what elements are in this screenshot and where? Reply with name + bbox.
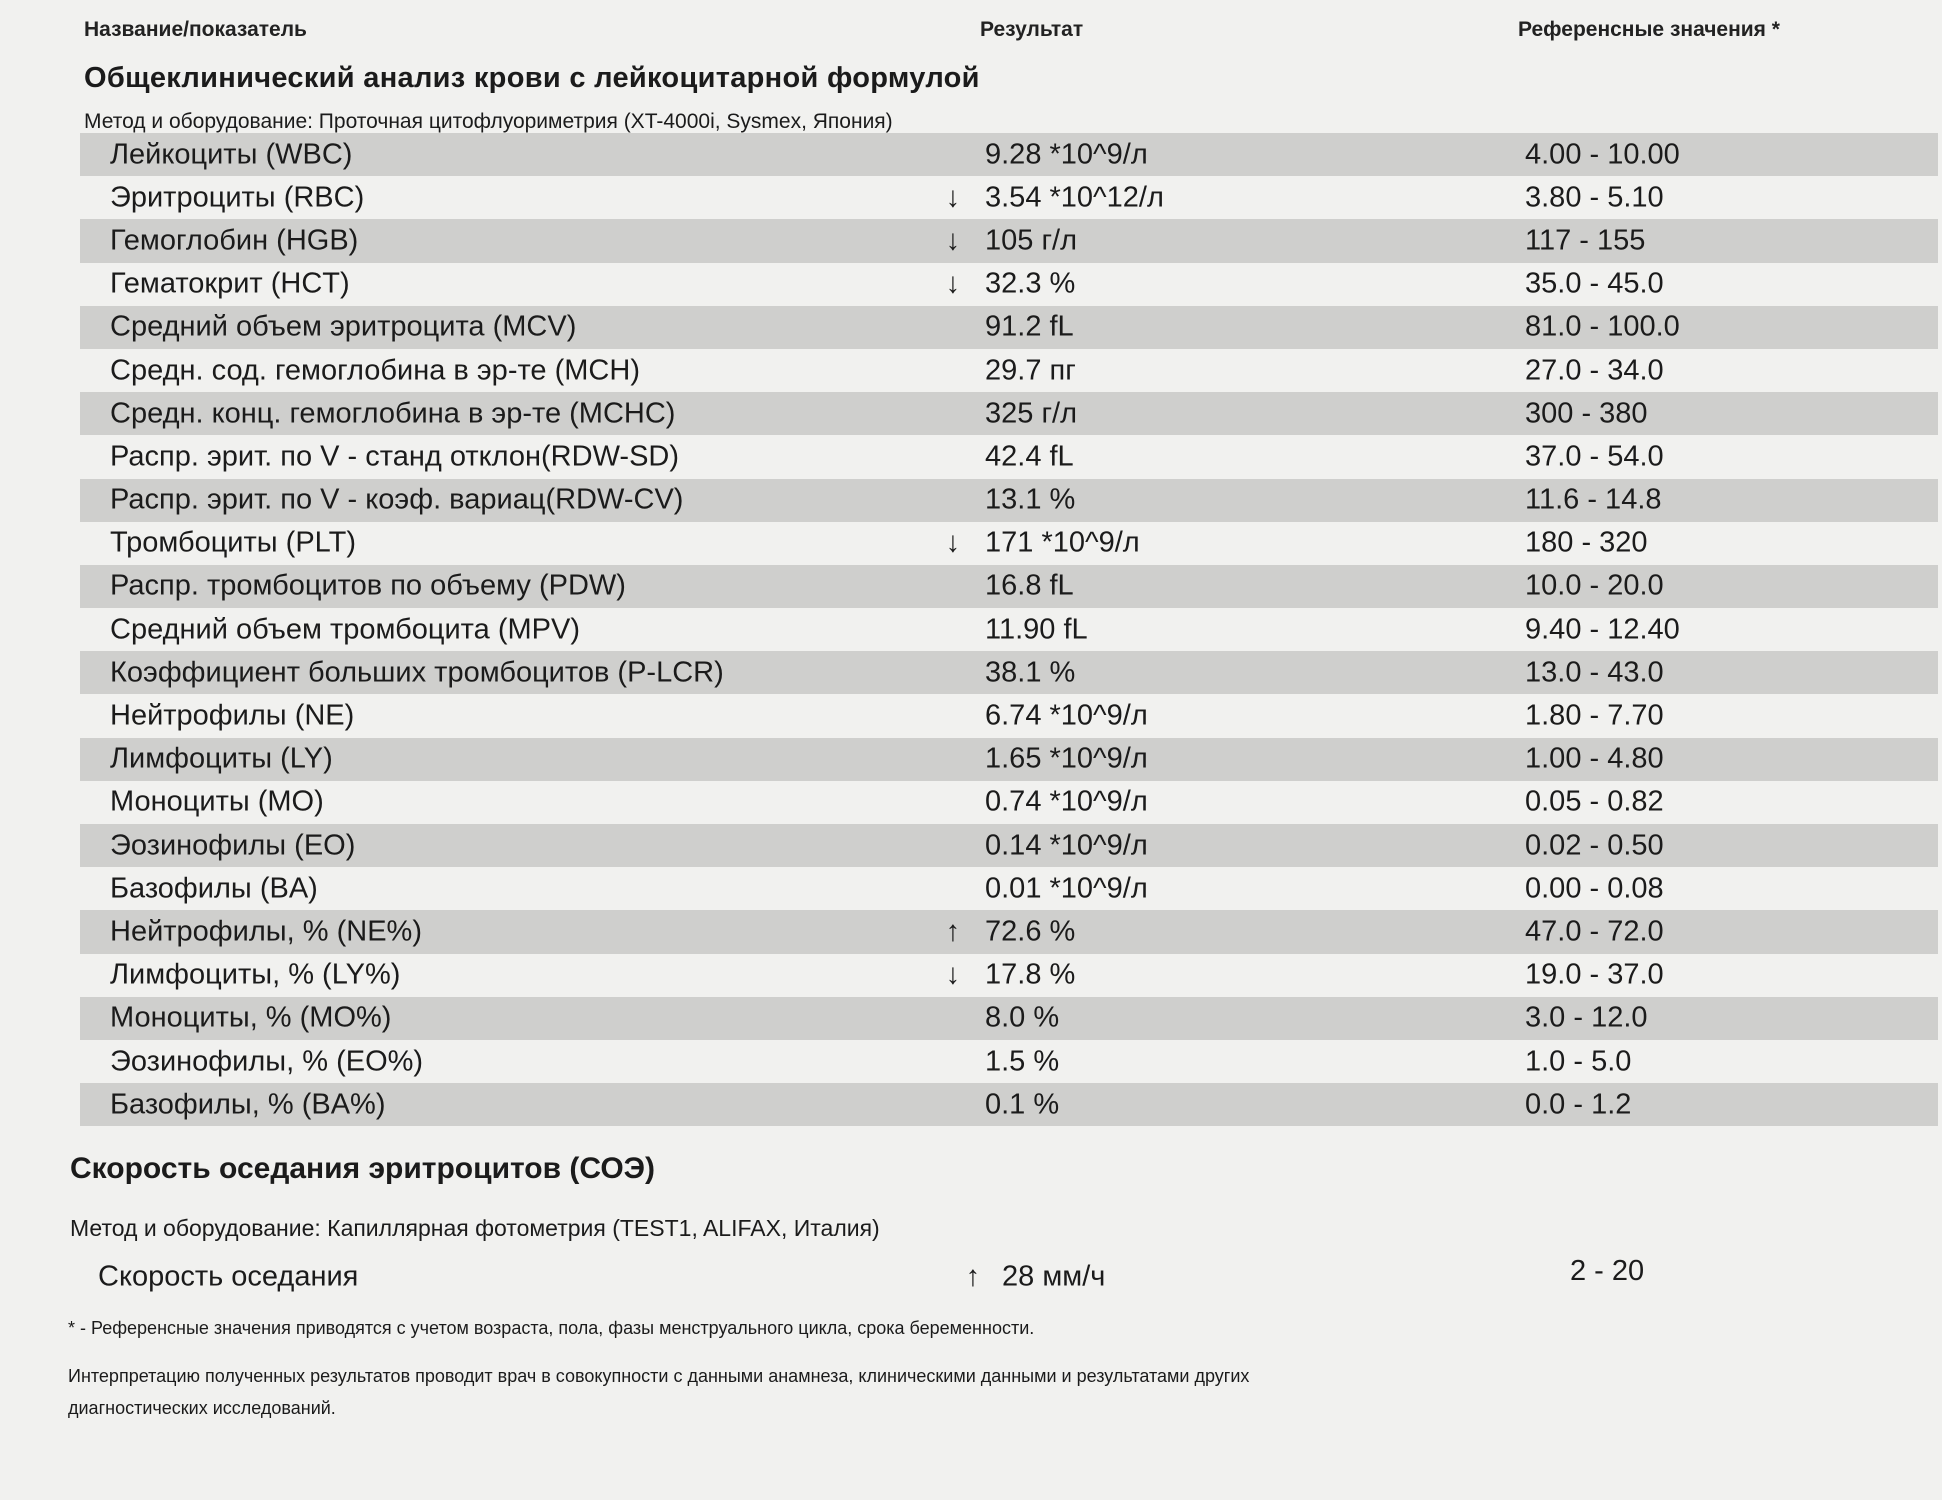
table-row xyxy=(80,1083,1938,1126)
reference-range: 13.0 - 43.0 xyxy=(1525,656,1664,689)
result-value: 11.90 fL xyxy=(985,613,1088,646)
reference-range: 3.0 - 12.0 xyxy=(1525,1001,1648,1034)
table-row xyxy=(80,738,1938,781)
result-value: 16.8 fL xyxy=(985,569,1074,602)
cbc-method: Метод и оборудование: Проточная цитофлуориметрия (XT-4000i, Sysmex, Япония) xyxy=(84,110,893,133)
reference-range: 37.0 - 54.0 xyxy=(1525,440,1664,473)
table-row xyxy=(80,910,1938,953)
interpretation-line-2: диагностических исследований. xyxy=(68,1398,336,1418)
result-value: 13.1 % xyxy=(985,483,1076,516)
table-row xyxy=(80,781,1938,824)
table-row xyxy=(80,479,1938,522)
reference-range: 11.6 - 14.8 xyxy=(1525,483,1662,516)
result-name: Нейтрофилы (NE) xyxy=(110,699,355,732)
reference-range: 1.00 - 4.80 xyxy=(1525,742,1664,775)
result-value: 0.74 *10^9/л xyxy=(985,785,1148,818)
table-row xyxy=(80,306,1938,349)
esr-result-row xyxy=(70,1255,1930,1299)
reference-range: 300 - 380 xyxy=(1525,397,1648,430)
table-row xyxy=(80,435,1938,478)
esr-value: 28 мм/ч xyxy=(1002,1260,1106,1293)
column-header-reference: Референсные значения * xyxy=(1518,18,1780,41)
result-name: Базофилы (BA) xyxy=(110,872,318,905)
reference-range: 180 - 320 xyxy=(1525,526,1648,559)
flag-arrow-icon: ↓ xyxy=(945,224,961,257)
reference-range: 1.80 - 7.70 xyxy=(1525,699,1664,732)
table-row xyxy=(80,392,1938,435)
result-name: Моноциты (MO) xyxy=(110,785,324,818)
column-header-result: Результат xyxy=(980,18,1084,41)
table-row xyxy=(80,219,1938,262)
result-value: 17.8 % xyxy=(985,958,1076,991)
interpretation-line-1: Интерпретацию полученных результатов проводит врач в совокупности с данными анамнеза, клиническими данными и результатами других xyxy=(68,1366,1250,1386)
result-value: 325 г/л xyxy=(985,397,1077,430)
table-row xyxy=(80,694,1938,737)
result-value: 91.2 fL xyxy=(985,310,1074,343)
reference-range: 27.0 - 34.0 xyxy=(1525,354,1664,387)
reference-range: 117 - 155 xyxy=(1525,224,1646,257)
result-value: 171 *10^9/л xyxy=(985,526,1140,559)
table-row xyxy=(80,176,1938,219)
result-name: Нейтрофилы, % (NE%) xyxy=(110,915,422,948)
reference-range: 10.0 - 20.0 xyxy=(1525,569,1664,602)
flag-arrow-icon: ↓ xyxy=(945,181,961,214)
reference-range: 81.0 - 100.0 xyxy=(1525,310,1680,343)
result-name: Лимфоциты (LY) xyxy=(110,742,333,775)
result-value: 38.1 % xyxy=(985,656,1076,689)
footnote: * - Референсные значения приводятся с учетом возраста, пола, фазы менструального цикла, срока беременности. xyxy=(68,1318,1035,1338)
reference-range: 0.0 - 1.2 xyxy=(1525,1088,1632,1121)
result-value: 0.14 *10^9/л xyxy=(985,829,1148,862)
table-row xyxy=(80,565,1938,608)
result-value: 9.28 *10^9/л xyxy=(985,138,1148,171)
result-name: Распр. эрит. по V - станд отклон(RDW-SD) xyxy=(110,440,680,473)
result-value: 29.7 пг xyxy=(985,354,1076,387)
reference-range: 0.02 - 0.50 xyxy=(1525,829,1664,862)
result-value: 72.6 % xyxy=(985,915,1076,948)
esr-name: Скорость оседания xyxy=(98,1260,359,1293)
reference-range: 1.0 - 5.0 xyxy=(1525,1045,1632,1078)
reference-range: 3.80 - 5.10 xyxy=(1525,181,1664,214)
cbc-section-title: Общеклинический анализ крови с лейкоцитарной формулой xyxy=(84,62,980,94)
table-row xyxy=(80,997,1938,1040)
result-value: 105 г/л xyxy=(985,224,1077,257)
reference-range: 9.40 - 12.40 xyxy=(1525,613,1680,646)
result-value: 1.5 % xyxy=(985,1045,1060,1078)
reference-range: 19.0 - 37.0 xyxy=(1525,958,1664,991)
table-row xyxy=(80,954,1938,997)
result-name: Базофилы, % (BA%) xyxy=(110,1088,386,1121)
esr-method: Метод и оборудование: Капиллярная фотометрия (TEST1, ALIFAX, Италия) xyxy=(70,1215,880,1241)
flag-arrow-icon: ↓ xyxy=(945,526,961,559)
cbc-results-table xyxy=(80,133,1938,1126)
result-name: Лейкоциты (WBC) xyxy=(110,138,353,171)
result-name: Эозинофилы, % (EO%) xyxy=(110,1045,424,1078)
result-name: Тромбоциты (PLT) xyxy=(110,526,357,559)
result-value: 1.65 *10^9/л xyxy=(985,742,1148,775)
esr-flag-icon: ↑ xyxy=(965,1260,981,1293)
result-value: 32.3 % xyxy=(985,267,1076,300)
result-value: 0.1 % xyxy=(985,1088,1060,1121)
table-row xyxy=(80,608,1938,651)
esr-reference: 2 - 20 xyxy=(1570,1255,1645,1287)
reference-range: 4.00 - 10.00 xyxy=(1525,138,1680,171)
table-row xyxy=(80,1040,1938,1083)
reference-range: 47.0 - 72.0 xyxy=(1525,915,1664,948)
esr-section-title: Скорость оседания эритроцитов (СОЭ) xyxy=(70,1152,655,1185)
result-name: Моноциты, % (MO%) xyxy=(110,1001,392,1034)
table-row xyxy=(80,651,1938,694)
result-name: Распр. эрит. по V - коэф. вариац(RDW-CV) xyxy=(110,483,684,516)
result-value: 8.0 % xyxy=(985,1001,1060,1034)
result-name: Эритроциты (RBC) xyxy=(110,181,365,214)
result-name: Гемоглобин (HGB) xyxy=(110,224,359,257)
flag-arrow-icon: ↓ xyxy=(945,267,961,300)
result-name: Средн. сод. гемоглобина в эр-те (MCH) xyxy=(110,354,640,387)
result-name: Средний объем тромбоцита (MPV) xyxy=(110,613,580,646)
reference-range: 0.05 - 0.82 xyxy=(1525,785,1664,818)
result-value: 3.54 *10^12/л xyxy=(985,181,1164,214)
reference-range: 0.00 - 0.08 xyxy=(1525,872,1664,905)
result-name: Эозинофилы (EO) xyxy=(110,829,356,862)
result-value: 42.4 fL xyxy=(985,440,1074,473)
table-row xyxy=(80,263,1938,306)
table-row xyxy=(80,349,1938,392)
reference-range: 35.0 - 45.0 xyxy=(1525,267,1664,300)
flag-arrow-icon: ↑ xyxy=(945,915,961,948)
result-value: 0.01 *10^9/л xyxy=(985,872,1148,905)
result-name: Распр. тромбоцитов по объему (PDW) xyxy=(110,569,626,602)
result-name: Лимфоциты, % (LY%) xyxy=(110,958,401,991)
result-value: 6.74 *10^9/л xyxy=(985,699,1148,732)
result-name: Средн. конц. гемоглобина в эр-те (MCHC) xyxy=(110,397,676,430)
table-row xyxy=(80,133,1938,176)
result-name: Средний объем эритроцита (MCV) xyxy=(110,310,577,343)
table-row xyxy=(80,522,1938,565)
result-name: Гематокрит (HCT) xyxy=(110,267,350,300)
flag-arrow-icon: ↓ xyxy=(945,958,961,991)
result-name: Коэффициент больших тромбоцитов (P-LCR) xyxy=(110,656,724,689)
table-row xyxy=(80,824,1938,867)
table-row xyxy=(80,867,1938,910)
column-header-name: Название/показатель xyxy=(84,18,307,41)
